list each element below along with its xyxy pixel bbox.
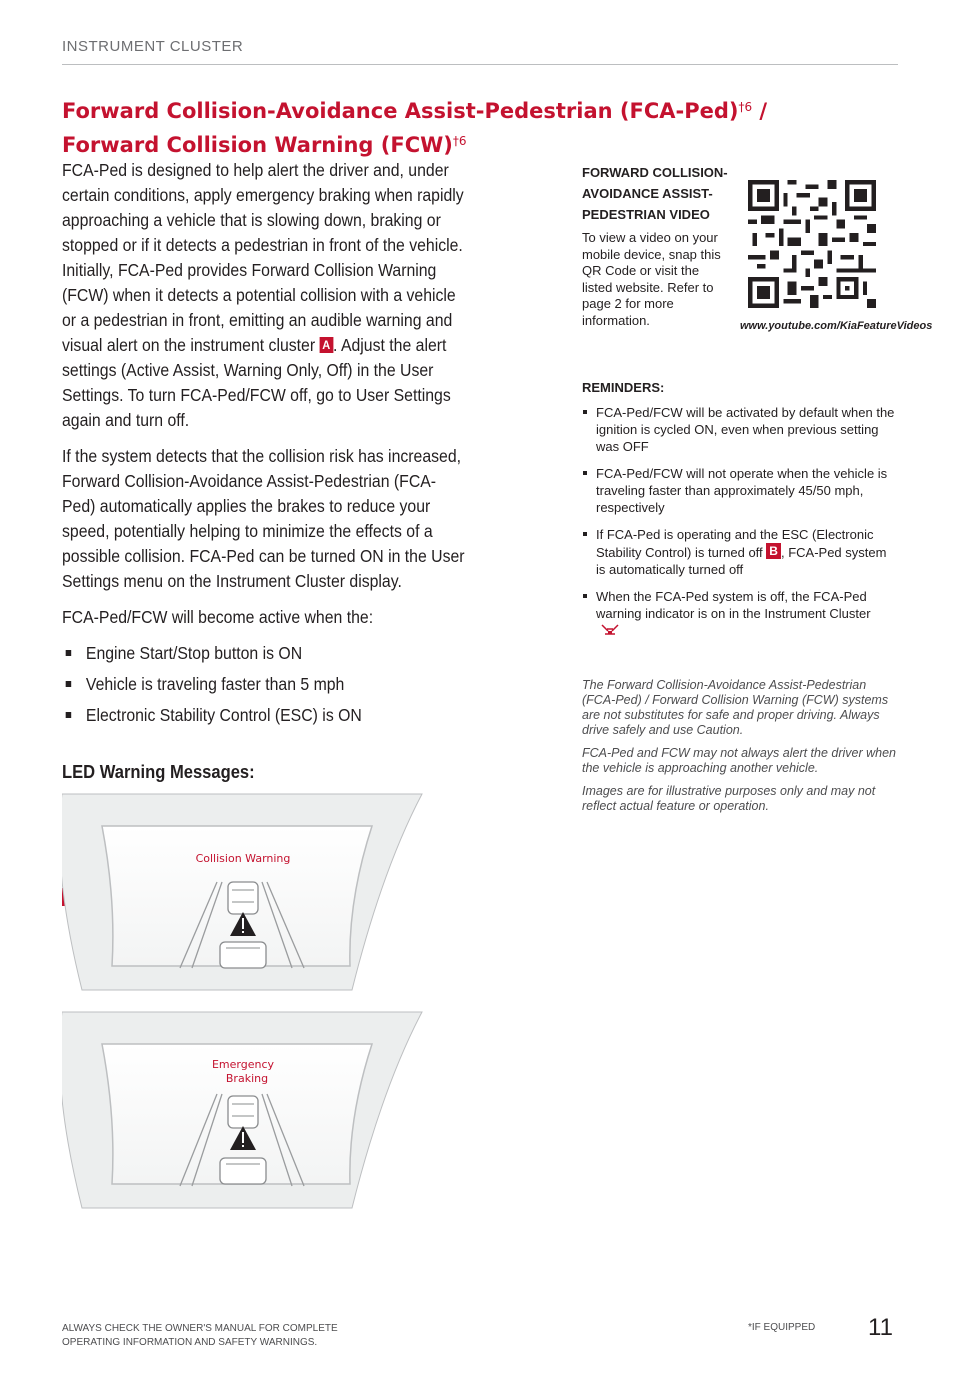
- active-conditions-list: [62, 641, 467, 728]
- cluster-emergency-braking-illustration: [62, 1008, 432, 1218]
- footer-line-1: ALWAYS CHECK THE OWNER'S MANUAL FOR COMPLETE: [62, 1323, 338, 1334]
- title-footnote-1: †6: [738, 100, 753, 114]
- title-slash: /: [752, 99, 768, 123]
- disclaimer-text: Images are for illustrative purposes only and may not reflect actual feature or operation.: [582, 784, 876, 813]
- intro-paragraph: [62, 158, 467, 433]
- list-item: FCA-Ped/FCW will not operate when the vehicle is traveling faster than approximately 45/50 mph, respectively: [582, 465, 896, 516]
- list-item: FCA-Ped/FCW will be activated by default when the ignition is cycled ON, even when previous setting was OFF: [582, 404, 896, 455]
- intro-text-2: . Adjust the alert settings (Active Assist, Warning Only, Off) in the User Settings. To turn FCA-Ped/FCW off, go to User Settings again and turn off.: [62, 335, 451, 430]
- emergency-braking-message-line1: Emergency: [211, 1058, 275, 1071]
- active-conditions-intro: FCA-Ped/FCW will become active when the:: [62, 607, 374, 627]
- title-line-1: Forward Collision-Avoidance Assist-Pedestrian (FCA-Ped): [62, 99, 739, 123]
- cluster-collision-warning-illustration: [62, 790, 432, 1000]
- reminder-text: , FCA-Ped system is automatically turned off: [596, 545, 887, 577]
- list-item: Engine Start/Stop button is ON: [62, 641, 467, 666]
- if-equipped-note: *IF EQUIPPED: [748, 1322, 816, 1333]
- list-item: [582, 588, 896, 639]
- list-item: [582, 526, 896, 578]
- emergency-braking-message-line2: Braking: [225, 1072, 269, 1085]
- qr-code[interactable]: [748, 180, 876, 308]
- footer-disclaimer: [62, 1322, 338, 1350]
- collision-paragraph: If the system detects that the collision risk has increased, Forward Collision-Avoidance Assist-Pedestrian (FCA-Ped) automatically applies the brakes to reduce your speed, potentially helping to minimize the effects of a possible collision. FCA-Ped can be turned ON in the User Settings menu on the Instrument Cluster display.: [62, 446, 465, 591]
- led-warning-heading: LED Warning Messages:: [62, 762, 255, 782]
- reminders-heading: REMINDERS:: [582, 380, 665, 395]
- callout-badge-b: B: [766, 543, 781, 559]
- collision-warning-message: Collision Warning: [195, 852, 291, 865]
- disclaimer-block: [582, 678, 896, 822]
- header-divider: [62, 64, 898, 65]
- title-line-2: Forward Collision Warning (FCW): [62, 133, 453, 157]
- reminder-text: When the FCA-Ped system is off, the FCA-Ped warning indicator is on in the Instrument Cluster: [596, 589, 871, 621]
- video-url-link[interactable]: www.youtube.com/KiaFeatureVideos: [740, 320, 933, 332]
- list-item: Vehicle is traveling faster than 5 mph: [62, 672, 467, 697]
- page-number: 11: [868, 1314, 893, 1341]
- fca-warning-indicator-icon: [599, 623, 621, 637]
- title-footnote-2: †6: [452, 134, 467, 148]
- video-title: FORWARD COLLISION-AVOIDANCE ASSIST-PEDESTRIAN VIDEO: [582, 165, 728, 222]
- video-description: To view a video on your mobile device, snap this QR Code or visit the listed website. Refer to page 2 for more information.: [582, 230, 721, 328]
- section-header: INSTRUMENT CLUSTER: [62, 38, 244, 55]
- disclaimer-text: The Forward Collision-Avoidance Assist-Pedestrian (FCA-Ped) / Forward Collision Warning (FCW) systems are not substitutes for safe and proper driving. Always drive safely and use Caution.: [582, 678, 889, 737]
- page-title: [62, 92, 842, 160]
- disclaimer-text: FCA-Ped and FCW may not always alert the driver when the vehicle is approaching another vehicle.: [582, 746, 897, 775]
- body-text: [62, 158, 467, 734]
- list-item: Electronic Stability Control (ESC) is ON: [62, 703, 467, 728]
- callout-badge-a: A: [320, 337, 333, 353]
- intro-text-1: FCA-Ped is designed to help alert the driver and, under certain conditions, apply emergency braking when rapidly approaching a vehicle that is slowing down, braking or stopped or if it detects a pedestrian in front of the vehicle. Initially, FCA-Ped provides Forward Collision Warning (FCW) when it detects a potential collision with a vehicle or a pedestrian in front, emitting an audible warning and visual alert on the instrument cluster: [62, 160, 464, 355]
- reminder-text: If FCA-Ped is operating and the ESC (Electronic Stability Control) is turned off: [596, 527, 874, 560]
- reminders-list: [582, 404, 896, 649]
- footer-line-2: OPERATING INFORMATION AND SAFETY WARNINGS.: [62, 1337, 318, 1348]
